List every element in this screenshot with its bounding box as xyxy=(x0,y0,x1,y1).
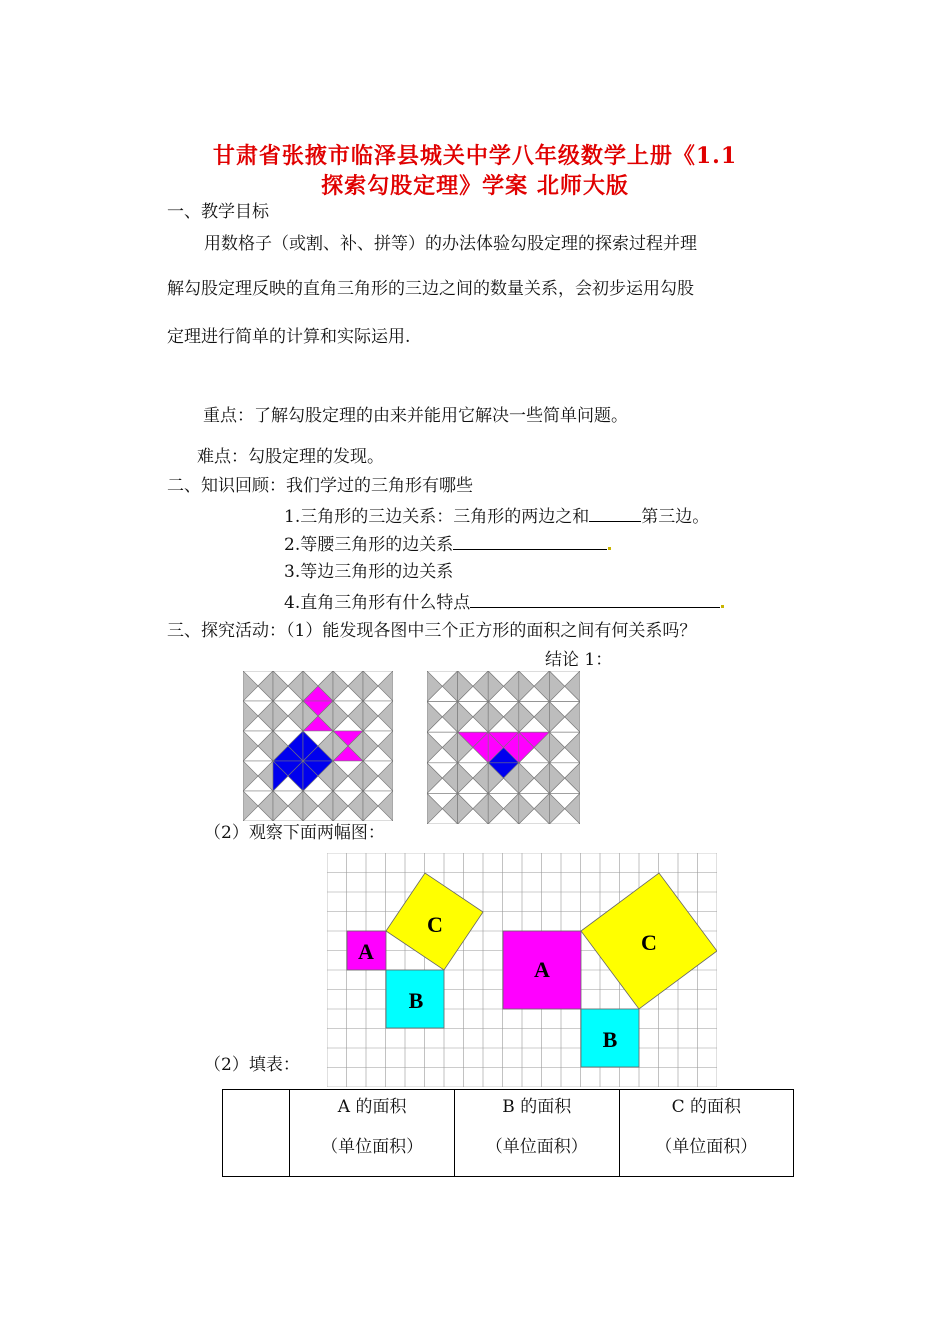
label-b-right: B xyxy=(602,1027,618,1052)
figure1-tiles xyxy=(243,671,393,821)
objective-line3: 定理进行简单的计算和实际运用. xyxy=(167,327,411,347)
label-b-left: B xyxy=(408,988,424,1013)
objective-line1: 用数格子（或割、补、拼等）的办法体验勾股定理的探索过程并理 xyxy=(204,234,697,254)
page-title-line2: 探索勾股定理》学案 北师大版 xyxy=(321,173,629,199)
dot-mark xyxy=(608,547,611,550)
answer-blank-2[interactable] xyxy=(453,533,607,550)
table-corner-cell xyxy=(223,1090,290,1177)
difficulty: 难点：勾股定理的发现。 xyxy=(197,447,384,467)
objective-line2: 解勾股定理反映的直角三角形的三边之间的数量关系，会初步运用勾股 xyxy=(167,279,694,299)
answer-blank-1[interactable] xyxy=(589,505,641,522)
observe-label: （2）观察下面两幅图： xyxy=(204,823,385,843)
review-item-2-text: 2.等腰三角形的边关系 xyxy=(284,535,454,555)
conclusion-1: 结论 1： xyxy=(545,650,613,670)
header-b-line2: （单位面积） xyxy=(485,1137,588,1157)
section2-heading: 二、知识回顾：我们学过的三角形有哪些 xyxy=(167,476,473,496)
header-b-line1: B 的面积 xyxy=(502,1097,572,1117)
review-item-2 xyxy=(284,533,611,556)
label-a-left: A xyxy=(358,939,374,964)
triangle-grid-figure-1 xyxy=(243,671,393,821)
square-grid-figures xyxy=(327,853,717,1087)
area-table xyxy=(222,1089,794,1177)
table-header-b xyxy=(454,1090,619,1177)
header-a-line1: A 的面积 xyxy=(337,1097,407,1117)
label-c-left: C xyxy=(427,912,443,937)
label-c-right: C xyxy=(641,930,657,955)
fill-table-label: （2）填表： xyxy=(204,1055,300,1075)
dot-mark xyxy=(721,605,724,608)
header-c-line2: （单位面积） xyxy=(655,1137,758,1157)
review-item-1-text: 1.三角形的三边关系：三角形的两边之和 xyxy=(284,507,590,527)
review-item-3: 3.等边三角形的边关系 xyxy=(284,562,454,582)
key-point: 重点：了解勾股定理的由来并能用它解决一些简单问题。 xyxy=(203,406,628,426)
label-a-right: A xyxy=(534,957,550,982)
review-item-1-suffix: 第三边。 xyxy=(641,507,710,527)
table-header-a xyxy=(290,1090,455,1177)
review-item-4-text: 4.直角三角形有什么特点 xyxy=(284,593,471,613)
section3-heading: 三、探究活动：（1）能发现各图中三个正方形的面积之间有何关系吗？ xyxy=(167,621,697,641)
answer-blank-4[interactable] xyxy=(470,591,720,608)
page-title-line1: 甘肃省张掖市临泽县城关中学八年级数学上册《1.1 xyxy=(212,143,738,169)
table-header-c xyxy=(619,1090,793,1177)
triangle-grid-figure-2 xyxy=(427,671,580,824)
header-c-line1: C 的面积 xyxy=(671,1097,741,1117)
review-item-4 xyxy=(284,591,724,614)
section1-heading: 一、教学目标 xyxy=(167,202,269,222)
table-row xyxy=(223,1090,794,1177)
review-item-1 xyxy=(284,505,709,528)
header-a-line2: （单位面积） xyxy=(321,1137,424,1157)
figure2-tiles xyxy=(427,671,580,824)
